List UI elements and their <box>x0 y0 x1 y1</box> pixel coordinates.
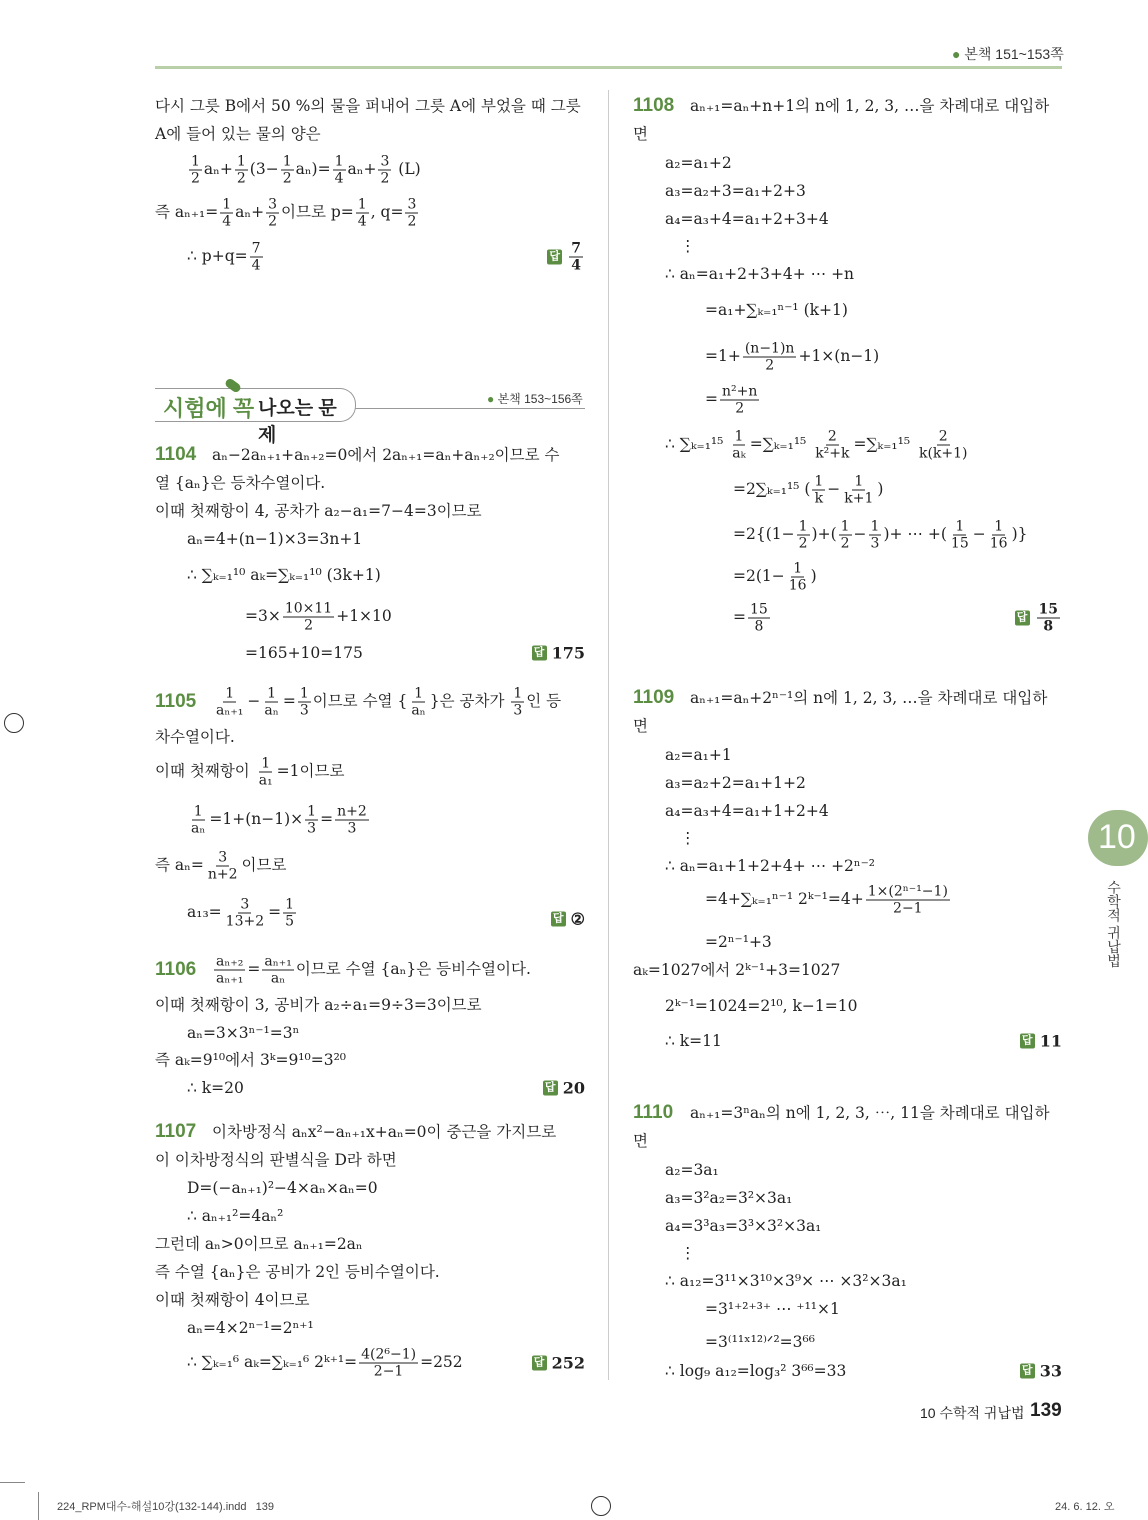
math-line: $\frac{\text{aₙ₊₂}}{\text{aₙ₊₁}}$ = $\frac{\text{aₙ₊₁}}{\text{aₙ}}$ 이므로 수열 {aₙ}은 등비수열이다. <box>216 953 531 987</box>
page-number: 139 <box>1030 1400 1062 1421</box>
chapter-tab[interactable] <box>1088 810 1148 866</box>
math-line: ∴ ∑ₖ₌₁⁶ aₖ=∑ₖ₌₁⁶ 2ᵏ⁺¹= $\frac{\text{4(2⁶−1)}}{2-1}$ =252 <box>187 1346 463 1380</box>
answer <box>532 644 585 663</box>
text-line: 이때 첫째항이 4, 공차가 a₂−a₁=7−4=3이므로 <box>155 502 482 520</box>
math-line: a₃=a₂+3=a₁+2+3 <box>665 182 806 200</box>
math-line: aₙ−2aₙ₊₁+aₙ₊₂=0에서 2aₙ₊₁=aₙ+aₙ₊₂이므로 수 <box>212 446 560 464</box>
section-title-black: 나오는 문제 <box>258 398 337 446</box>
math-line: ∴ log₉ a₁₂=log₃² 3⁶⁶=33 <box>665 1362 847 1380</box>
fraction: $\frac{1}{k+1}$ <box>844 473 874 507</box>
math-line: 2ᵏ⁻¹=1024=2¹⁰, k−1=10 <box>665 997 858 1015</box>
chapter-tab-number: 10 <box>1098 818 1136 856</box>
problem-number: 1107 <box>155 1121 197 1142</box>
answer-badge: 답 <box>543 1081 558 1096</box>
fraction: $\frac{(n-1)n}{2}$ <box>744 340 795 374</box>
text-line: 이 이차방정식의 판별식을 D라 하면 <box>155 1151 397 1169</box>
answer-value: 175 <box>551 643 585 663</box>
fraction: $\frac{1}{15}$ <box>950 518 969 552</box>
section-ref <box>487 390 583 407</box>
math-line: =4+∑ₖ₌₁ⁿ⁻¹ 2ᵏ⁻¹=4+ $\frac{\text{1×(2ⁿ⁻¹−1)}}{2-1}$ <box>705 883 948 917</box>
math-line: ∴ ∑ₖ₌₁¹⁵ $\frac{1}{\text{aₖ}}$ =∑ₖ₌₁¹⁵ $\frac{2}{\text{k²+k}}$ =∑ₖ₌₁¹⁵ $\frac{2}{k(k+1)}$ <box>665 428 968 462</box>
print-file-info: 224_RPM대수-해설10강(132-144).indd 139 <box>57 1501 275 1513</box>
answer-badge: 답 <box>551 912 566 927</box>
answer-badge: 답 <box>532 1356 547 1371</box>
problem-number: 1105 <box>155 691 197 712</box>
math-line: a₂=a₁+1 <box>665 746 732 764</box>
math-line: a₁₃= $\frac{3}{13+2}$ = $\frac{1}{5}$ <box>187 896 295 930</box>
fraction: $\frac{1}{3}$ <box>307 803 317 837</box>
footer-chapter: 10 수학적 귀납법 <box>920 1405 1025 1421</box>
text-line: 다시 그릇 B에서 50 %의 물을 퍼내어 그릇 A에 부었을 때 그릇 <box>155 97 581 115</box>
math-line: ∴ aₙ=a₁+2+3+4+ ⋯ +n <box>665 265 855 283</box>
fraction: $\frac{n+2}{3}$ <box>337 803 367 837</box>
math-line: ∴ aₙ=a₁+1+2+4+ ⋯ +2ⁿ⁻² <box>665 857 876 875</box>
answer-badge: 답 <box>1015 611 1030 626</box>
registration-mark-icon <box>591 1496 611 1516</box>
header-ref-text: 본책 151~153쪽 <box>964 46 1064 62</box>
fraction: $\frac{1}{2}$ <box>798 518 808 552</box>
math-line: a₃=3²a₂=3²×3a₁ <box>665 1189 793 1207</box>
text-line: 이때 첫째항이 $\frac{1}{\text{a₁}}$ =1이므로 <box>155 755 345 789</box>
answer-value: ② <box>570 909 585 929</box>
section-rule <box>355 408 585 409</box>
answer-value: 33 <box>1039 1361 1062 1381</box>
math-line: aₖ=1027에서 2ᵏ⁻¹+3=1027 <box>633 961 841 979</box>
text-line: A에 들어 있는 물의 양은 <box>155 125 321 143</box>
fraction: $\frac{1}{4}$ <box>222 196 232 230</box>
fraction: $\frac{1}{k}$ <box>814 473 824 507</box>
fraction: $\frac{1}{2}$ <box>191 153 200 187</box>
text-line: 이때 첫째항이 3, 공비가 a₂÷a₁=9÷3=3이므로 <box>155 996 482 1014</box>
fraction: $\frac{1}{\text{aₙ₊₁}}$ <box>216 685 244 719</box>
text-line: 즉 수열 {aₙ}은 공비가 2인 등비수열이다. <box>155 1263 440 1281</box>
problem-number: 1110 <box>633 1102 674 1123</box>
math-line: =3⁽¹¹ˣ¹²⁾ᐟ²=3⁶⁶ <box>705 1333 815 1351</box>
crop-mark <box>0 1482 25 1483</box>
print-date: 24. 6. 12. 오 <box>1055 1501 1115 1513</box>
answer <box>543 1079 585 1098</box>
answer-value: 11 <box>1039 1031 1062 1051</box>
header-ref <box>952 44 1064 64</box>
problem-number: 1109 <box>633 687 675 708</box>
fraction: $\frac{15}{8}$ <box>1038 601 1058 635</box>
chapter-tab-label: 수학적 귀납법 <box>1106 880 1122 968</box>
answer-badge: 답 <box>547 250 562 265</box>
math-line: 즉 aₖ=9¹⁰에서 3ᵏ=9¹⁰=3²⁰ <box>155 1051 347 1069</box>
section-title-green: 시험에 꼭 <box>163 396 255 421</box>
math-line: =2{(1− $\frac{1}{2}$ )+( $\frac{1}{2}$ − $\frac{1}{3}$ )+ ⋯ +( $\frac{1}{15}$ − $\frac{1}{16}$ )} <box>733 518 1028 552</box>
fraction: $\frac{1}{16}$ <box>989 518 1008 552</box>
text-line: 차수열이다. <box>155 728 235 746</box>
answer-badge: 답 <box>1020 1034 1035 1049</box>
answer-value <box>1035 602 1062 635</box>
problem-number: 1106 <box>155 959 197 980</box>
math-line: a₃=a₂+2=a₁+1+2 <box>665 774 806 792</box>
fraction: $\frac{3}{2}$ <box>407 196 417 230</box>
fraction: $\frac{7}{4}$ <box>251 240 261 274</box>
problem-number: 1104 <box>155 444 197 465</box>
math-line: = $\frac{\text{n²+n}}{2}$ <box>705 383 758 417</box>
math-line: aₙ=3×3ⁿ⁻¹=3ⁿ <box>187 1024 300 1042</box>
answer-value: 20 <box>562 1078 585 1098</box>
crop-mark <box>38 1492 39 1520</box>
math-line: aₙ₊₁=aₙ+2ⁿ⁻¹의 n에 1, 2, 3, …을 차례대로 대입하 <box>690 689 1048 707</box>
math-line: a₂=3a₁ <box>665 1161 719 1179</box>
math-line: =2∑ₖ₌₁¹⁵ ( $\frac{1}{k}$ − $\frac{1}{k+1}$ ) <box>733 473 884 507</box>
fraction: $\frac{7}{4}$ <box>571 240 581 274</box>
text-line: 면 <box>633 1132 648 1150</box>
math-line: =3× $\frac{10\times 11}{2}$ +1×10 <box>245 600 392 634</box>
header-rule <box>155 66 1062 69</box>
answer <box>1015 602 1062 635</box>
math-line: $\frac{1}{2}$ aₙ+ $\frac{1}{2}$ (3− $\frac{1}{2}$ aₙ)= $\frac{1}{4}$ aₙ+ $\frac{3}{2}$ (L) <box>191 153 421 187</box>
fraction: $\frac{15}{8}$ <box>750 601 768 635</box>
fraction: $\frac{\text{4(2⁶−1)}}{2-1}$ <box>361 1346 417 1380</box>
fraction: $\frac{1}{3}$ <box>513 685 523 719</box>
math-line: ∴ p+q= $\frac{7}{4}$ <box>187 240 261 274</box>
math-line: =165+10=175 <box>245 644 363 662</box>
ellipsis: ⋮ <box>680 1244 696 1262</box>
fraction: $\frac{1}{4}$ <box>357 196 367 230</box>
fraction: $\frac{1}{\text{aₙ}}$ <box>264 685 279 719</box>
math-line: 이차방정식 aₙx²−aₙ₊₁x+aₙ=0이 중근을 가지므로 <box>212 1123 557 1141</box>
fraction: $\frac{1}{4}$ <box>334 153 344 187</box>
answer <box>1020 1362 1062 1381</box>
answer <box>547 241 585 274</box>
math-line: 그런데 aₙ>0이므로 aₙ₊₁=2aₙ <box>155 1235 363 1253</box>
answer <box>1020 1032 1062 1051</box>
math-line: $\frac{1}{\text{aₙ₊₁}}$ − $\frac{1}{\text{aₙ}}$ = $\frac{1}{3}$ 이므로 수열 { $\frac{1}{\text{aₙ}}$ }은 공차가 $\frac{1}{3}$ 인 등 <box>216 685 562 719</box>
text-line: 면 <box>633 717 648 735</box>
answer <box>551 910 585 929</box>
fraction: $\frac{1}{\text{a₁}}$ <box>258 755 273 789</box>
math-line: a₄=a₃+4=a₁+1+2+4 <box>665 802 829 820</box>
fraction: $\frac{1}{5}$ <box>285 896 295 930</box>
math-line: =2ⁿ⁻¹+3 <box>705 933 772 951</box>
fraction: $\frac{\text{aₙ₊₁}}{\text{aₙ}}$ <box>264 953 292 987</box>
fraction: $\frac{1}{\text{aₖ}}$ <box>732 428 746 462</box>
answer-value: 252 <box>551 1353 585 1373</box>
fraction: $\frac{1}{2}$ <box>840 518 850 552</box>
fraction: $\frac{3}{13+2}$ <box>225 896 265 930</box>
math-line: aₙ₊₁=aₙ+n+1의 n에 1, 2, 3, …을 차례대로 대입하 <box>690 97 1050 115</box>
fraction: $\frac{1}{\text{aₙ}}$ <box>191 803 206 837</box>
fraction: $\frac{1}{16}$ <box>788 560 807 594</box>
fraction: $\frac{1}{3}$ <box>870 518 880 552</box>
fraction: $\frac{3}{n+2}$ <box>207 849 238 883</box>
problem-number: 1108 <box>633 95 675 116</box>
ellipsis: ⋮ <box>680 237 696 255</box>
math-line: ∴ ∑ₖ₌₁¹⁰ aₖ=∑ₖ₌₁¹⁰ (3k+1) <box>187 566 381 584</box>
answer-value <box>567 241 585 274</box>
math-line: aₙ=4×2ⁿ⁻¹=2ⁿ⁺¹ <box>187 1319 314 1337</box>
bullet-icon: ● <box>487 392 498 406</box>
answer-badge: 답 <box>532 646 547 661</box>
math-line: a₄=a₃+4=a₁+2+3+4 <box>665 210 829 228</box>
fraction: $\frac{1}{3}$ <box>299 685 309 719</box>
fraction: $\frac{\text{aₙ₊₂}}{\text{aₙ₊₁}}$ <box>216 953 244 987</box>
column-divider <box>608 90 609 1380</box>
math-line: a₂=a₁+2 <box>665 154 732 172</box>
math-line: ∴ k=11 <box>665 1032 722 1050</box>
math-line: a₄=3³a₃=3³×3²×3a₁ <box>665 1217 822 1235</box>
ellipsis: ⋮ <box>680 829 696 847</box>
fraction: $\frac{2}{k(k+1)}$ <box>918 428 968 462</box>
fraction: $\frac{1}{2}$ <box>236 153 246 187</box>
math-line: =1+ $\frac{(n-1)n}{2}$ +1×(n−1) <box>705 340 880 374</box>
fraction: $\frac{3}{2}$ <box>268 196 278 230</box>
section-title-box <box>155 388 356 446</box>
math-line: ∴ a₁₂=3¹¹×3¹⁰×3⁹× ⋯ ×3²×3a₁ <box>665 1272 907 1290</box>
bullet-icon: ● <box>952 46 965 62</box>
math-line: 즉 aₙ= $\frac{3}{n+2}$ 이므로 <box>155 849 287 883</box>
math-line: ∴ k=20 <box>187 1079 244 1097</box>
math-line: aₙ₊₁=3ⁿaₙ의 n에 1, 2, 3, ⋯, 11을 차례대로 대입하 <box>690 1104 1050 1122</box>
math-line: D=(−aₙ₊₁)²−4×aₙ×aₙ=0 <box>187 1179 378 1197</box>
fraction: $\frac{1}{2}$ <box>282 153 292 187</box>
fraction: $\frac{3}{2}$ <box>380 153 390 187</box>
math-line: =2(1− $\frac{1}{16}$ ) <box>733 560 817 594</box>
text-line: 열 {aₙ}은 등차수열이다. <box>155 474 326 492</box>
fraction: $\frac{10\times 11}{2}$ <box>284 600 333 634</box>
text-line: 이때 첫째항이 4이므로 <box>155 1291 310 1309</box>
math-line: 즉 aₙ₊₁= $\frac{1}{4}$ aₙ+ $\frac{3}{2}$ 이므로 p= $\frac{1}{4}$ , q= $\frac{3}{2}$ <box>155 196 417 230</box>
math-line: =a₁+∑ₖ₌₁ⁿ⁻¹ (k+1) <box>705 301 848 319</box>
math-line: = $\frac{15}{8}$ <box>733 601 768 635</box>
fraction: $\frac{\text{1×(2ⁿ⁻¹−1)}}{2-1}$ <box>867 883 948 917</box>
math-line: =3¹⁺²⁺³⁺ ⋯ ⁺¹¹×1 <box>705 1300 840 1318</box>
answer <box>532 1354 585 1373</box>
math-line: $\frac{1}{\text{aₙ}}$ =1+(n−1)× $\frac{1}{3}$ = $\frac{n+2}{3}$ <box>191 803 367 837</box>
fraction: $\frac{2}{\text{k²+k}}$ <box>815 428 850 462</box>
text-line: 면 <box>633 125 648 143</box>
math-line: aₙ=4+(n−1)×3=3n+1 <box>187 530 363 548</box>
registration-mark-icon <box>4 713 24 733</box>
fraction: $\frac{\text{n²+n}}{2}$ <box>722 383 758 417</box>
fraction: $\frac{1}{\text{aₙ}}$ <box>411 685 426 719</box>
section-ref-text: 본책 153~156쪽 <box>497 392 583 406</box>
math-line: ∴ aₙ₊₁²=4aₙ² <box>187 1207 284 1225</box>
answer-badge: 답 <box>1020 1364 1035 1379</box>
